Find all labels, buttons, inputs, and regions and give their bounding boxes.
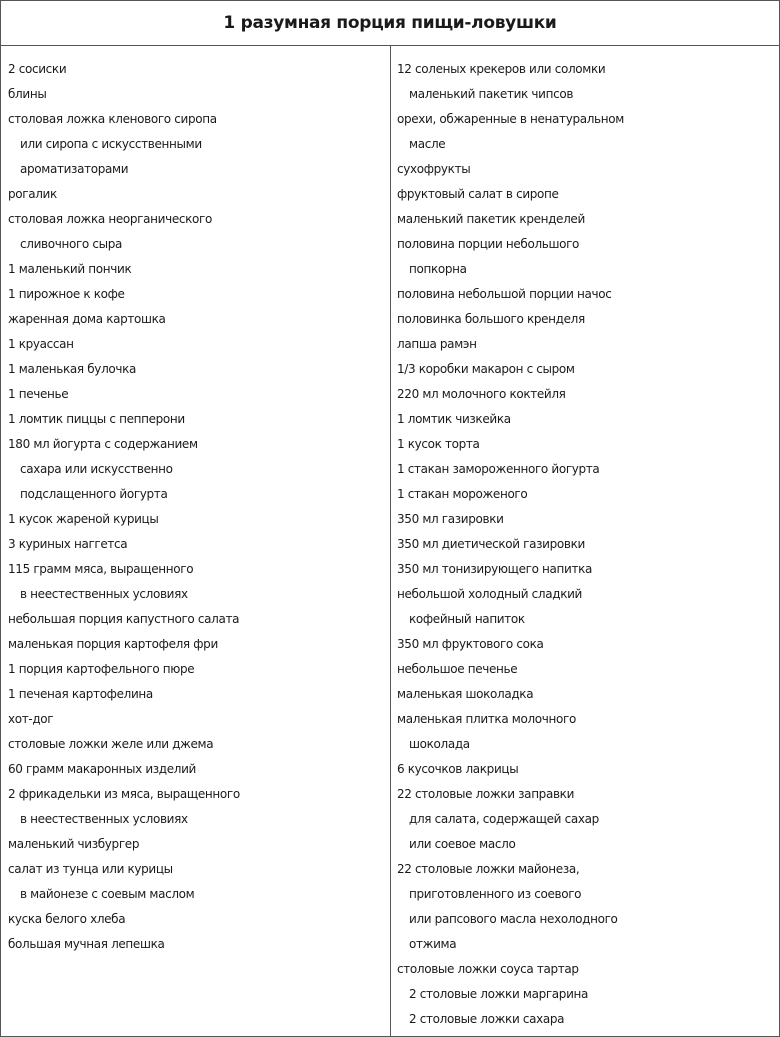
list-item: сливочного сыра xyxy=(20,237,123,251)
list-item: 1 кусок жареной курицы xyxy=(8,512,159,526)
list-item: 1 кусок торта xyxy=(397,437,480,451)
list-item: 3 куриных наггетса xyxy=(8,537,128,551)
list-item: 180 мл йогурта с содержанием xyxy=(8,437,198,451)
left-column-list xyxy=(8,57,388,957)
list-item: 1/3 коробки макарон с сыром xyxy=(397,362,575,376)
list-item: блины xyxy=(8,87,47,101)
list-item: 1 стакан мороженого xyxy=(397,487,528,501)
list-item: сухофрукты xyxy=(397,162,471,176)
list-item: в неестественных условиях xyxy=(20,587,188,601)
list-item: 2 сосиски xyxy=(8,62,67,76)
list-item: 1 печенье xyxy=(8,387,69,401)
list-item: маленькая шоколадка xyxy=(397,687,534,701)
list-item: ароматизаторами xyxy=(20,162,129,176)
list-item: 2 столовые ложки маргарина xyxy=(409,987,589,1001)
list-item: 220 мл молочного коктейля xyxy=(397,387,566,401)
list-item: кофейный напиток xyxy=(409,612,525,626)
list-item: 1 маленькая булочка xyxy=(8,362,137,376)
list-item: 1 печеная картофелина xyxy=(8,687,153,701)
list-item: небольшой холодный сладкий xyxy=(397,587,582,601)
list-item: 2 фрикадельки из мяса, выращенного xyxy=(8,787,240,801)
list-item: лапша рамэн xyxy=(397,337,477,351)
list-item: половинка большого кренделя xyxy=(397,312,585,326)
list-item: 22 столовые ложки майонеза, xyxy=(397,862,580,876)
list-item: маленький пакетик кренделей xyxy=(397,212,585,226)
list-item: подслащенного йогурта xyxy=(20,487,168,501)
list-item: 1 стакан замороженного йогурта xyxy=(397,462,600,476)
list-item: 2 столовые ложки сахара xyxy=(409,1012,565,1026)
list-item: столовые ложки желе или джема xyxy=(8,737,214,751)
list-item: 350 мл тонизирующего напитка xyxy=(397,562,593,576)
list-item: или сиропа с искусственными xyxy=(20,137,202,151)
list-item: 1 порция картофельного пюре xyxy=(8,662,195,676)
list-item: половина порции небольшого xyxy=(397,237,580,251)
list-item: 1 круассан xyxy=(8,337,74,351)
column-divider xyxy=(390,45,391,1037)
list-item: большая мучная лепешка xyxy=(8,937,165,951)
list-item: 350 мл диетической газировки xyxy=(397,537,585,551)
list-item: салат из тунца или курицы xyxy=(8,862,173,876)
list-item: 12 соленых крекеров или соломки xyxy=(397,62,606,76)
list-item: столовая ложка неорганического xyxy=(8,212,212,226)
right-column-list xyxy=(397,57,777,1032)
list-item: 350 мл фруктового сока xyxy=(397,637,544,651)
list-item: шоколада xyxy=(409,737,470,751)
list-item: 350 мл газировки xyxy=(397,512,504,526)
list-item: половина небольшой порции начос xyxy=(397,287,612,301)
list-item: столовые ложки соуса тартар xyxy=(397,962,579,976)
table-title: 1 разумная порция пищи-ловушки xyxy=(1,1,779,46)
list-item: для салата, содержащей сахар xyxy=(409,812,599,826)
list-item: 1 маленький пончик xyxy=(8,262,132,276)
list-item: жаренная дома картошка xyxy=(8,312,166,326)
list-item: 22 столовые ложки заправки xyxy=(397,787,575,801)
list-item: маленькая порция картофеля фри xyxy=(8,637,218,651)
list-item: в майонезе с соевым маслом xyxy=(20,887,195,901)
list-item: 6 кусочков лакрицы xyxy=(397,762,519,776)
list-item: или соевое масло xyxy=(409,837,516,851)
list-item: маленькая плитка молочного xyxy=(397,712,576,726)
list-item: хот-дог xyxy=(8,712,54,726)
list-item: попкорна xyxy=(409,262,467,276)
list-item: маленький пакетик чипсов xyxy=(409,87,574,101)
list-item: или рапсового масла нехолодного xyxy=(409,912,618,926)
list-item: куска белого хлеба xyxy=(8,912,126,926)
list-item: 1 ломтик чизкейка xyxy=(397,412,511,426)
list-item: маленький чизбургер xyxy=(8,837,140,851)
list-item: сахара или искусственно xyxy=(20,462,173,476)
list-item: небольшое печенье xyxy=(397,662,518,676)
list-item: фруктовый салат в сиропе xyxy=(397,187,559,201)
list-item: 60 грамм макаронных изделий xyxy=(8,762,197,776)
list-item: отжима xyxy=(409,937,457,951)
list-item: рогалик xyxy=(8,187,57,201)
list-item: 115 грамм мяса, выращенного xyxy=(8,562,194,576)
list-item: небольшая порция капустного салата xyxy=(8,612,240,626)
list-item: в неестественных условиях xyxy=(20,812,188,826)
list-item: столовая ложка кленового сиропа xyxy=(8,112,217,126)
list-item: 1 пирожное к кофе xyxy=(8,287,125,301)
list-item: приготовленного из соевого xyxy=(409,887,582,901)
list-item: орехи, обжаренные в ненатуральном xyxy=(397,112,624,126)
list-item: масле xyxy=(409,137,446,151)
list-item: 1 ломтик пиццы с пепперони xyxy=(8,412,185,426)
